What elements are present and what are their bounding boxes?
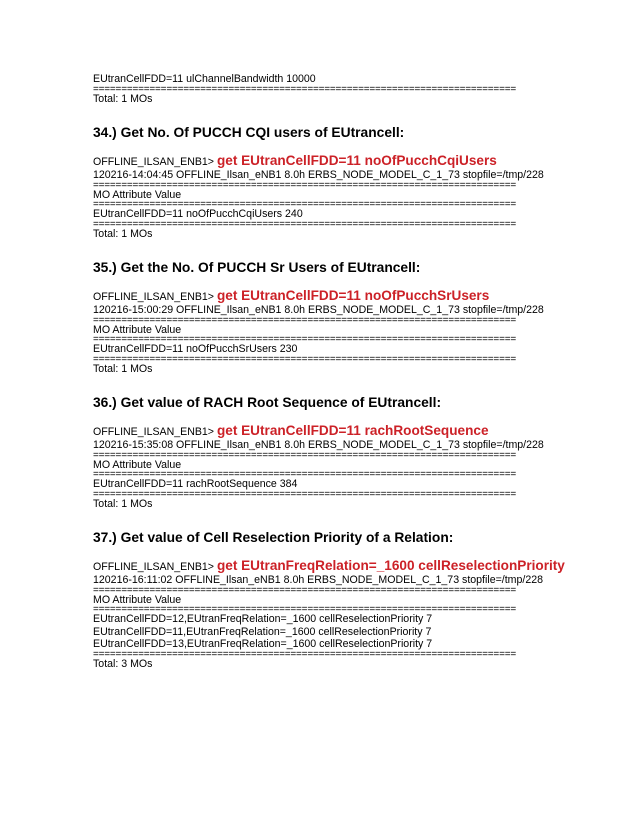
command-text: get EUtranCellFDD=11 noOfPucchCqiUsers: [216, 153, 497, 168]
section-heading-36: 36.) Get value of RACH Root Sequence of EUtrancell:: [93, 395, 442, 410]
table-row: EUtranCellFDD=11 noOfPucchCqiUsers 240: [93, 208, 303, 220]
section-heading-35: 35.) Get the No. Of PUCCH Sr Users of EUtrancell:: [93, 260, 421, 275]
total-line: Total: 1 MOs: [93, 227, 153, 240]
prompt: OFFLINE_ILSAN_ENB1>: [93, 561, 214, 573]
table-header: MO Attribute Value: [93, 593, 182, 606]
command-line: [93, 153, 638, 169]
total-line: Total: 3 MOs: [93, 657, 153, 670]
table-row: EUtranCellFDD=11,EUtranFreqRelation=_1600 cellReselectionPriority 7: [93, 625, 432, 638]
command-text: get EUtranFreqRelation=_1600 cellReselectionPriority: [216, 558, 565, 573]
section-heading-34: 34.) Get No. Of PUCCH CQI users of EUtrancell:: [93, 125, 405, 140]
top-result-line: EUtranCellFDD=11 ulChannelBandwidth 10000: [93, 73, 316, 85]
separator: [93, 182, 538, 189]
total-line: Total: 1 MOs: [93, 497, 153, 510]
separator: [93, 201, 538, 208]
total-line: Total: 1 MOs: [93, 362, 153, 375]
prompt: OFFLINE_ILSAN_ENB1>: [93, 426, 214, 438]
separator: [93, 356, 538, 363]
separator: [93, 336, 538, 343]
command-line: [93, 558, 638, 574]
separator: [93, 471, 538, 478]
table-row: EUtranCellFDD=11 rachRootSequence 384: [93, 478, 298, 490]
info-line: 120216-14:04:45 OFFLINE_Ilsan_eNB1 8.0h ERBS_NODE_MODEL_C_1_73 stopfile=/tmp/228: [93, 169, 544, 181]
prompt: OFFLINE_ILSAN_ENB1>: [93, 291, 214, 303]
command-text: get EUtranCellFDD=11 rachRootSequence: [216, 423, 489, 438]
top-total: Total: 1 MOs: [93, 92, 153, 105]
separator: [93, 317, 538, 324]
separator: [93, 86, 538, 93]
command-text: get EUtranCellFDD=11 noOfPucchSrUsers: [216, 288, 490, 303]
separator: [93, 606, 538, 613]
separator: [93, 452, 538, 459]
section-heading-37: 37.) Get value of Cell Reselection Priority of a Relation:: [93, 530, 454, 545]
table-header: MO Attribute Value: [93, 188, 182, 201]
separator: [93, 587, 538, 594]
separator: [93, 221, 538, 228]
separator: [93, 651, 538, 658]
info-line: 120216-16:11:02 OFFLINE_Ilsan_eNB1 8.0h ERBS_NODE_MODEL_C_1_73 stopfile=/tmp/228: [93, 574, 544, 586]
info-line: 120216-15:00:29 OFFLINE_Ilsan_eNB1 8.0h ERBS_NODE_MODEL_C_1_73 stopfile=/tmp/228: [93, 304, 544, 316]
info-line: 120216-15:35:08 OFFLINE_Ilsan_eNB1 8.0h ERBS_NODE_MODEL_C_1_73 stopfile=/tmp/228: [93, 439, 544, 451]
table-row: EUtranCellFDD=13,EUtranFreqRelation=_1600 cellReselectionPriority 7: [93, 638, 433, 650]
separator: [93, 491, 538, 498]
table-header: MO Attribute Value: [93, 323, 182, 336]
table-row: EUtranCellFDD=11 noOfPucchSrUsers 230: [93, 343, 298, 355]
table-row: EUtranCellFDD=12,EUtranFreqRelation=_1600 cellReselectionPriority 7: [93, 613, 433, 625]
command-line: [93, 288, 638, 304]
table-header: MO Attribute Value: [93, 458, 182, 471]
prompt: OFFLINE_ILSAN_ENB1>: [93, 156, 214, 168]
command-line: [93, 423, 638, 439]
